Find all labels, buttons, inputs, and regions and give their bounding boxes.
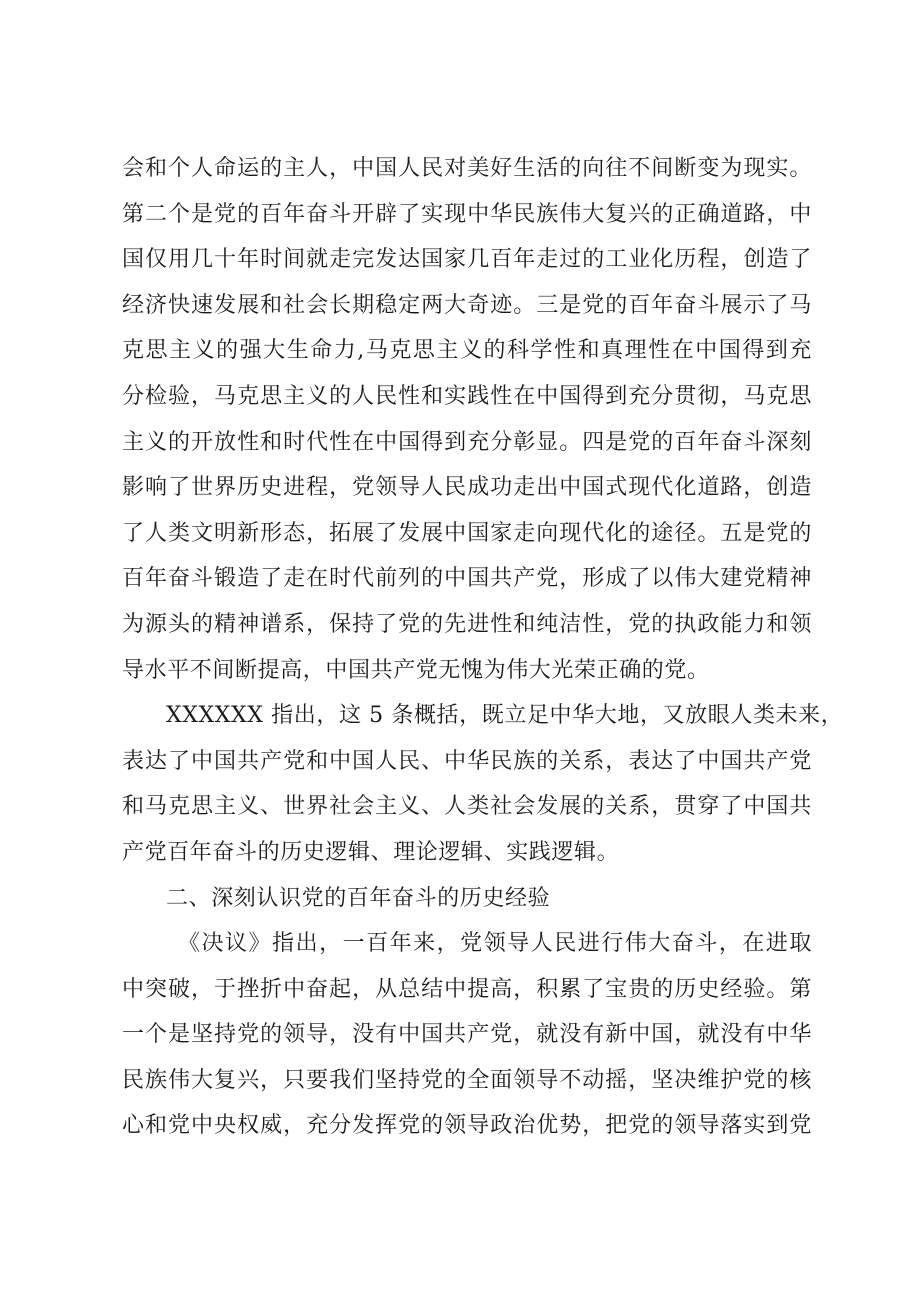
section-heading: 二、深刻认识党的百年奋斗的历史经验: [166, 885, 551, 911]
text-line: 国仅用几十年时间就走完发达国家几百年走过的工业化历程，创造了: [122, 247, 812, 273]
text-line: 导水平不间断提高，中国共产党无愧为伟大光荣正确的党。: [122, 657, 710, 683]
text-line: 表达了中国共产党和中国人民、中华民族的关系，表达了中国共产党: [122, 748, 812, 774]
text-line: 克思主义的强大生命力,马克思主义的科学性和真理性在中国得到充: [122, 338, 812, 364]
text-line: 分检验，马克思主义的人民性和实践性在中国得到充分贯彻，马克思: [122, 383, 812, 409]
text-line: 会和个人命运的主人，中国人民对美好生活的向往不间断变为现实。: [122, 156, 812, 181]
text-line: 为源头的精神谱系，保持了党的先进性和纯洁性，党的执政能力和领: [122, 611, 812, 637]
text-line: 影响了世界历史进程，党领导人民成功走出中国式现代化道路，创造: [122, 475, 812, 501]
text-line: 中突破，于挫折中奋起，从总结中提高，积累了宝贵的历史经验。第: [122, 976, 812, 1002]
text-line: 第二个是党的百年奋斗开辟了实现中华民族伟大复兴的正确道路，中: [122, 201, 812, 227]
text-line: 心和党中央权威，充分发挥党的领导政治优势，把党的领导落实到党: [122, 1113, 812, 1139]
text-line: 一个是坚持党的领导，没有中国共产党，就没有新中国，就没有中华: [122, 1022, 812, 1048]
text-line: 民族伟大复兴，只要我们坚持党的全面领导不动摇，坚决维护党的核: [122, 1067, 812, 1093]
text-line: 百年奋斗锻造了走在时代前列的中国共产党，形成了以伟大建党精神: [122, 566, 812, 592]
text-line: 和马克思主义、世界社会主义、人类社会发展的关系，贯穿了中国共: [122, 794, 812, 820]
paragraph-start-line: 《决议》指出，一百年来，党领导人民进行伟大奋斗，在进取: [178, 931, 812, 957]
text-line: 经济快速发展和社会长期稳定两大奇迹。三是党的百年奋斗展示了马: [122, 292, 812, 318]
body-text: [122, 146, 844, 1149]
text-line: 主义的开放性和时代性在中国得到充分彰显。四是党的百年奋斗深刻: [122, 429, 812, 455]
text-line: 了人类文明新形态，拓展了发展中国家走向现代化的途径。五是党的: [122, 520, 812, 546]
text-line: 产党百年奋斗的历史逻辑、理论逻辑、实践逻辑。: [122, 839, 620, 865]
paragraph-start-line: XXXXXX 指出，这 5 条概括，既立足中华大地，又放眼人类未来，: [166, 703, 844, 729]
